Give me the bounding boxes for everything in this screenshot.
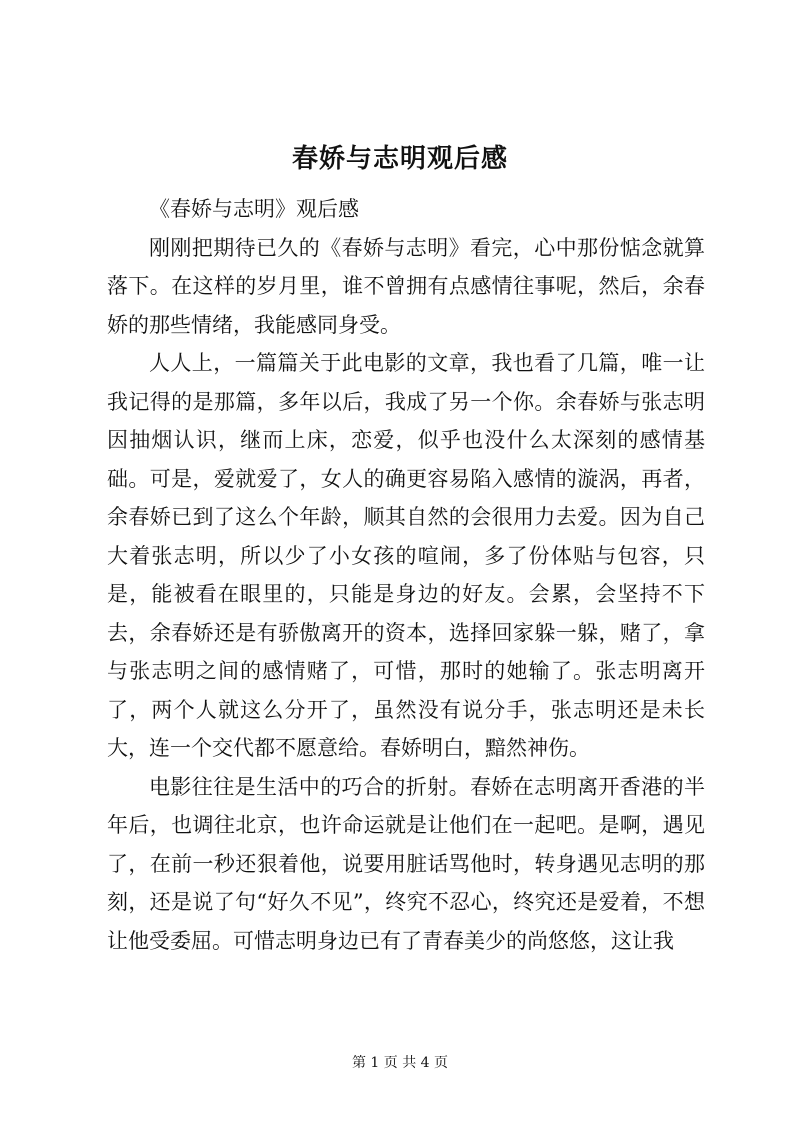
page-footer: 第 1 页 共 4 页 [351, 1055, 449, 1071]
document-body [107, 190, 705, 960]
document-title: 春娇与志明观后感 [291, 144, 508, 174]
paragraph: 电影往往是生活中的巧合的折射。春娇在志明离开香港的半年后，也调往北京，也许命运就是让他们在一起吧。是啊，遇见了，在前一秒还狠着他，说要用脏话骂他时，转身遇见志明的那刻，还是说了句“好久不见”，终究不忍心，终究还是爱着，不想让他受委屈。可惜志明身边已有了青春美少的尚悠悠，这让我 [107, 774, 705, 953]
paragraph-subtitle: 《春娇与志明》观后感 [149, 197, 359, 221]
paragraph: 人人上，一篇篇关于此电影的文章，我也看了几篇，唯一让我记得的是那篇，多年以后，我成了另一个你。余春娇与张志明因抽烟认识，继而上床，恋爱，似乎也没什么太深刻的感情基础。可是，爱就爱了，女人的确更容易陷入感情的漩涡，再者，余春娇已到了这么个年龄，顺其自然的会很用力去爱。因为自己大着张志明，所以少了小女孩的喧闹，多了份体贴与包容，只是，能被看在眼里的，只能是身边的好友。会累，会坚持不下去，余春娇还是有骄傲离开的资本，选择回家躲一躲，赌了，拿与张志明之间的感情赌了，可惜，那时的她输了。张志明离开了，两个人就这么分开了，虽然没有说分手，张志明还是未长大，连一个交代都不愿意给。春娇明白，黯然神伤。 [107, 351, 705, 760]
paragraph: 刚刚把期待已久的《春娇与志明》看完，心中那份惦念就算落下。在这样的岁月里，谁不曾拥有点感情往事呢，然后，余春娇的那些情绪，我能感同身受。 [107, 235, 705, 337]
